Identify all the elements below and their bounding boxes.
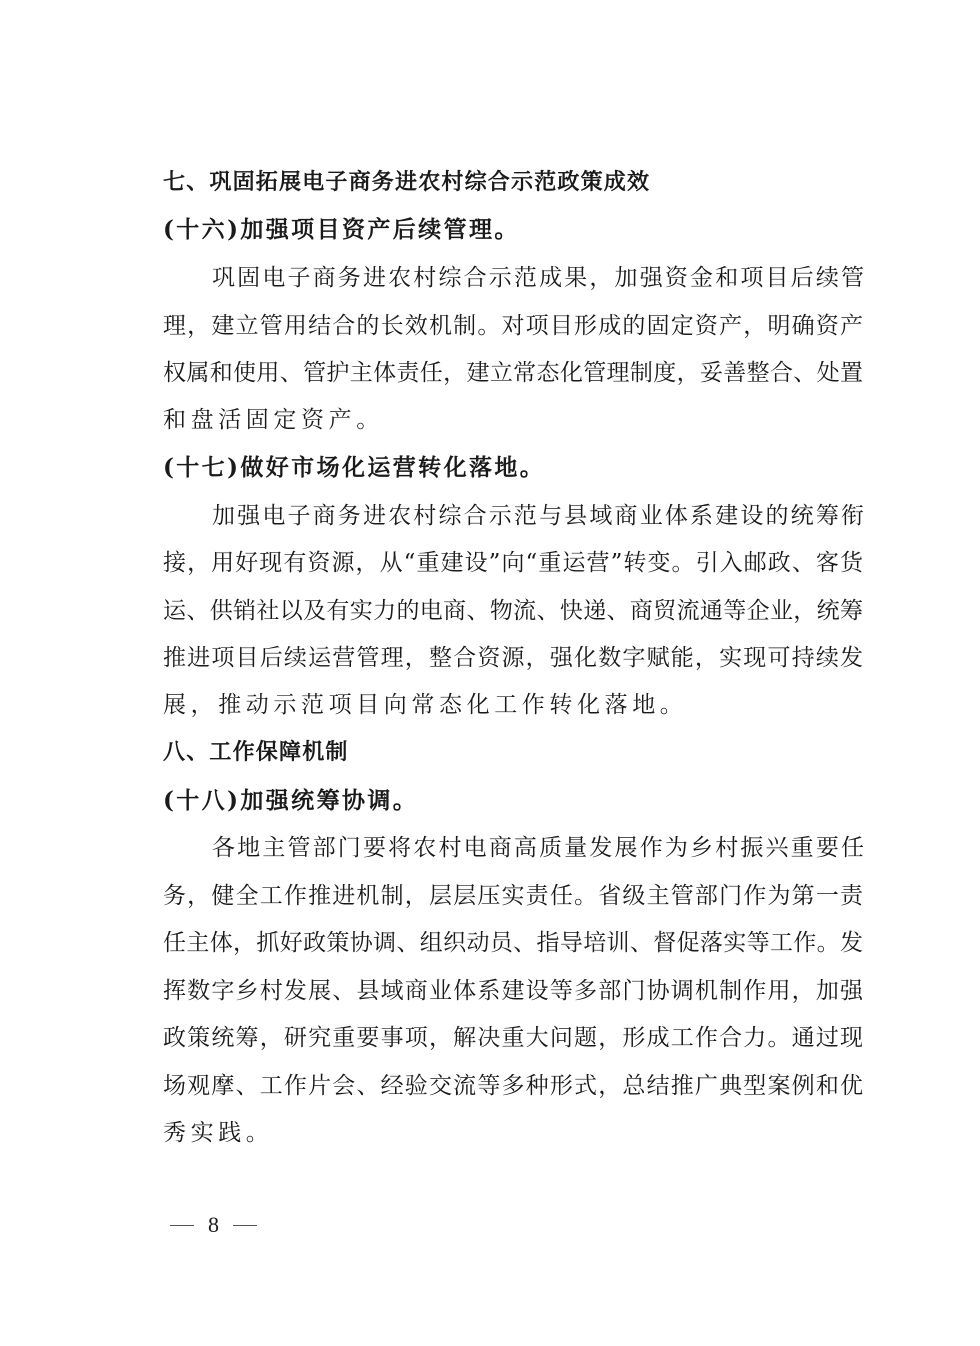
paragraph-line: 和盘活固定资产。 <box>163 407 384 433</box>
paragraph-line: 接，用好现有资源，从“重建设”向“重运营”转变。引入邮政、客货 <box>163 550 863 576</box>
page-number-value: 8 <box>208 1212 219 1237</box>
paragraph-line: 场观摩、工作片会、经验交流等多种形式，总结推广典型案例和优 <box>163 1073 863 1099</box>
paragraph-line: 推进项目后续运营管理，整合资源，强化数字赋能，实现可持续发 <box>163 645 863 671</box>
paragraph-line: 展，推动示范项目向常态化工作转化落地。 <box>163 692 688 718</box>
page-number <box>170 1212 257 1238</box>
paragraph-line: 加强电子商务进农村综合示范与县域商业体系建设的统筹衔 <box>212 503 864 529</box>
paragraph-line: 巩固电子商务进农村综合示范成果，加强资金和项目后续管 <box>212 265 864 291</box>
paragraph-line: 权属和使用、管护主体责任，建立常态化管理制度，妥善整合、处置 <box>163 360 863 386</box>
subsection-heading-16: (十六)加强项目资产后续管理。 <box>163 216 520 243</box>
paragraph-line: 务，健全工作推进机制，层层压实责任。省级主管部门作为第一责 <box>163 883 863 909</box>
paragraph-line: 运、供销社以及有实力的电商、物流、快递、商贸流通等企业，统筹 <box>163 598 863 624</box>
section-heading-8: 八、工作保障机制 <box>163 740 349 765</box>
section-heading-7: 七、巩固拓展电子商务进农村综合示范政策成效 <box>163 170 651 195</box>
paragraph-line: 任主体，抓好政策协调、组织动员、指导培训、督促落实等工作。发 <box>163 930 863 956</box>
paragraph-line: 秀实践。 <box>163 1120 274 1146</box>
dash-left <box>170 1225 194 1226</box>
dash-right <box>233 1225 257 1226</box>
paragraph-line: 理，建立管用结合的长效机制。对项目形成的固定资产，明确资产 <box>163 313 863 339</box>
subsection-heading-18: (十八)加强统筹协调。 <box>163 787 419 814</box>
paragraph-line: 挥数字乡村发展、县域商业体系建设等多部门协调机制作用，加强 <box>163 978 863 1004</box>
subsection-heading-17: (十七)做好市场化运营转化落地。 <box>163 454 546 481</box>
paragraph-line: 政策统筹，研究重要事项，解决重大问题，形成工作合力。通过现 <box>163 1025 863 1051</box>
paragraph-line: 各地主管部门要将农村电商高质量发展作为乡村振兴重要任 <box>212 835 864 861</box>
